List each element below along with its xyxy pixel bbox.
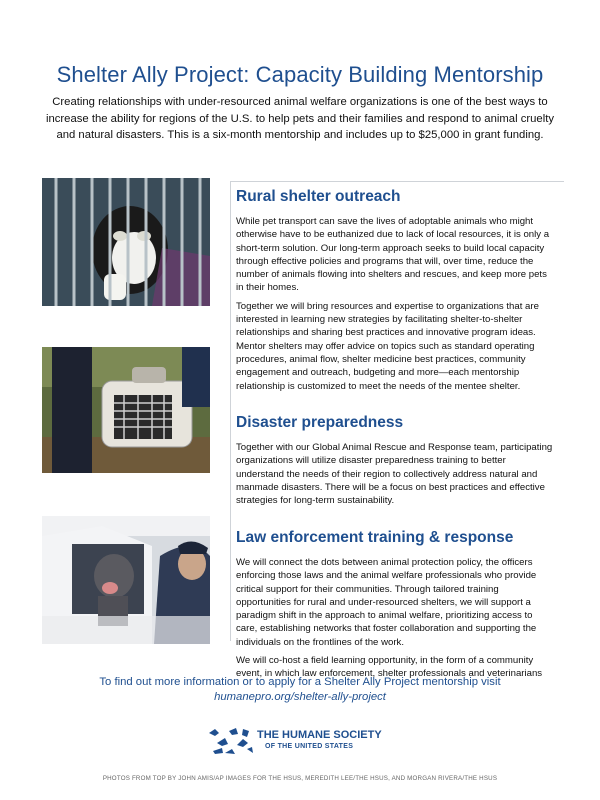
divider: [230, 181, 564, 182]
photo-pet-carrier: [42, 347, 210, 473]
logo-line-2: OF THE UNITED STATES: [265, 743, 354, 750]
photo-cat-in-cage: [42, 178, 210, 306]
section-rural-outreach: [236, 188, 554, 393]
section-paragraph: We will co-host a field learning opportunity, in the form of a community event, in which law enforcement, shelter professionals and veterinarians: [236, 655, 543, 680]
section-paragraph: While pet transport can save the lives of adoptable animals who might otherwise have to be euthanized due to lack of local resources, it is only a short-term solution. Our long-term approach seeks to build local capacity through effective policies and programs that will, over time, reduce the number of animals flowing into shelters and rescues, and keep more pets in their homes.: [236, 216, 550, 294]
photo-dog-in-car: [42, 516, 210, 644]
hsus-logo: [207, 723, 387, 757]
section-paragraph: We will connect the dots between animal protection policy, the officers enforcing those laws and the animal welfare professionals who provide critical support for their communities. Through tailored training opportunities for rural and under-resourced shelters, we will support a paradigm shift in the approach to animal welfare, prioritizing access to care, establishing networks that foster collaboration and supporting the individuals on the frontlines of the work.: [236, 557, 537, 648]
section-paragraph: Together with our Global Animal Rescue and Response team, participating organizations will utilize disaster preparedness training to better understand the needs of their region to collectively address natural and manmade disasters. There will be a focus on best practices and effective strategies for long-term sustainability.: [236, 442, 553, 507]
intro-paragraph: Creating relationships with under-resourced animal welfare organizations is one of the best ways to increase the ability for regions of the U.S. to help pets and their families and respond to animal cruelty and natural disasters. This is a six-month mentorship and includes up to $25,000 in grant funding.: [45, 96, 554, 141]
page-title: Shelter Ally Project: Capacity Building Mentorship: [56, 62, 544, 87]
section-heading: Law enforcement training & response: [236, 529, 514, 546]
cta-text: To find out more information or to apply for a Shelter Ally Project mentorship visit: [99, 676, 501, 688]
photo-credit: PHOTOS FROM TOP BY JOHN AMIS/AP IMAGES FOR THE HSUS, MEREDITH LEE/THE HSUS, AND MORGAN RIVERA/THE HSUS: [102, 775, 498, 782]
section-heading: Disaster preparedness: [236, 414, 404, 431]
section-law-enforcement: [236, 529, 554, 680]
section-paragraph: Together we will bring resources and expertise to organizations that are interested in learning new strategies by facilitating shelter-to-shelter relationships and sharing best practices and innovative program ideas. Mentor shelters may offer advice on topics such as standard operating procedures, animal flow, shelter medicine best practices, community engagement and outreach, budgeting and more—each mentorship relationship is customized to meet the needs of the mentee shelter.: [236, 300, 539, 392]
website-link[interactable]: humanepro.org/shelter-ally-project: [214, 691, 386, 703]
section-heading: Rural shelter outreach: [236, 188, 401, 205]
section-disaster-preparedness: [236, 414, 554, 507]
divider-vertical: [230, 181, 231, 641]
logo-line-1: THE HUMANE SOCIETY: [257, 729, 382, 741]
